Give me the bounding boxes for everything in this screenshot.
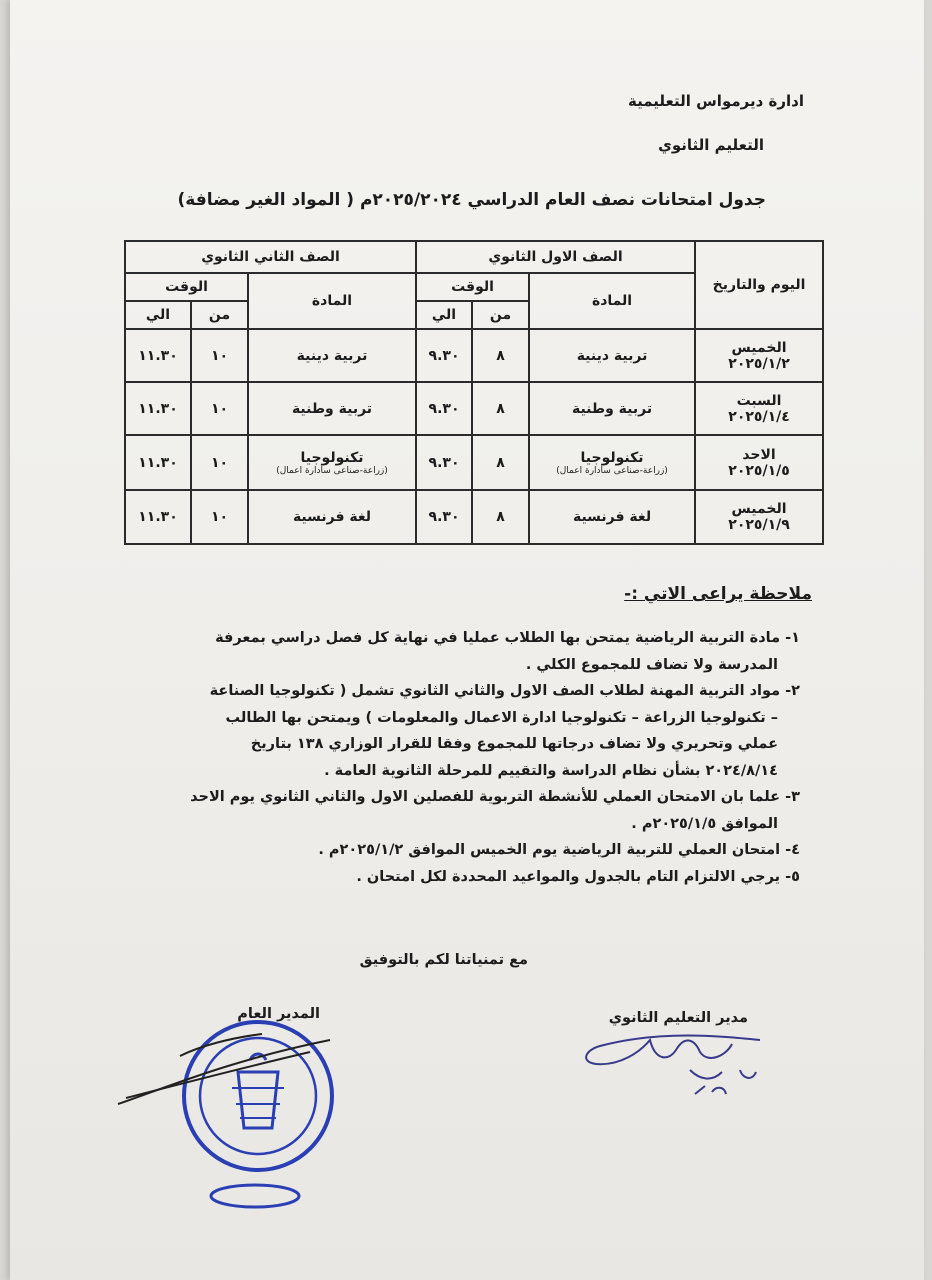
row-day: الخميس xyxy=(731,501,787,517)
header-day-date: اليوم والتاريخ xyxy=(695,241,823,329)
row-day: الخميس xyxy=(731,339,787,356)
row-subject-g1: تربية وطنية xyxy=(571,400,653,417)
header-time-g1: الوقت xyxy=(416,273,529,301)
row-subject-g2: لغة فرنسية xyxy=(292,509,372,525)
header-from-g1: من xyxy=(472,301,529,329)
row-g1-to: ٩.٣٠ xyxy=(416,490,472,544)
row-subject-note-g2: (زراعة-صناعى سادارة اعمال) xyxy=(276,465,388,476)
row-date: ٢٠٢٥/١/٩ xyxy=(728,517,790,533)
row-subject-g1: تكنولوجيا xyxy=(580,449,644,466)
header-from-g2: من xyxy=(191,301,248,329)
handwritten-signature-left xyxy=(118,1034,330,1104)
row-g2-to: ١١.٣٠ xyxy=(125,490,191,544)
note-line: ٢٠٢٤/٨/١٤ بشأن نظام الدراسة والتقييم للمرحلة الثانوية العامة . xyxy=(324,762,778,779)
notes-title: ملاحظة يراعى الاتي :- xyxy=(624,584,812,604)
row-g1-from: ٨ xyxy=(472,382,529,435)
note-line: – تكنولوجيا الزراعة – تكنولوجيا ادارة الاعمال والمعلومات ) ويمتحن بها الطالب xyxy=(225,709,778,726)
signature-title-right: مدير التعليم الثانوي xyxy=(608,1010,748,1026)
row-subject-g2: تربية وطنية xyxy=(291,400,373,417)
row-date: ٢٠٢٥/١/٤ xyxy=(728,408,790,425)
note-line: الموافق ٢٠٢٥/١/٥م . xyxy=(631,815,778,832)
row-g2-from: ١٠ xyxy=(191,382,248,435)
row-g1-to: ٩.٣٠ xyxy=(416,329,472,382)
row-g1-from: ٨ xyxy=(472,435,529,490)
signature-title-left: المدير العام xyxy=(237,1006,320,1022)
closing-text: مع تمنياتنا لكم بالتوفيق xyxy=(359,952,528,968)
row-date: ٢٠٢٥/١/٢ xyxy=(728,355,790,372)
row-g1-to: ٩.٣٠ xyxy=(416,382,472,435)
header-subject-g1: المادة xyxy=(529,273,695,329)
row-subject-g2: تربية دينية xyxy=(296,347,368,364)
row-g2-from: ١٠ xyxy=(191,490,248,544)
row-subject-note-g1: (زراعة-صناعى سادارة اعمال) xyxy=(556,465,668,476)
header-time-g2: الوقت xyxy=(125,273,248,301)
header-grade2: الصف الثاني الثانوي xyxy=(125,241,416,273)
header-to-g2: الي xyxy=(125,301,191,329)
date-stamp xyxy=(211,1185,299,1207)
row-g1-from: ٨ xyxy=(472,490,529,544)
row-g2-from: ١٠ xyxy=(191,435,248,490)
dept-header: التعليم الثانوي xyxy=(658,136,764,154)
row-subject-g2: تكنولوجيا xyxy=(300,449,364,466)
admin-header: ادارة ديرمواس التعليمية xyxy=(628,92,804,110)
row-g2-to: ١١.٣٠ xyxy=(125,382,191,435)
row-g2-to: ١١.٣٠ xyxy=(125,435,191,490)
note-line: ٣- علما بان الامتحان العملي للأنشطة التربوية للفصلين الاول والثاني الثانوي يوم الاحد xyxy=(190,789,800,805)
note-line: ٢- مواد التربية المهنة لطلاب الصف الاول والثاني الثانوي تشمل ( تكنولوجيا الصناعة xyxy=(209,683,800,699)
row-day: السبت xyxy=(736,392,782,409)
row-subject-g1: تربية دينية xyxy=(576,347,648,364)
note-line: ٥- يرجي الالتزام التام بالجدول والمواعيد المحددة لكل امتحان . xyxy=(356,868,800,885)
page-title: جدول امتحانات نصف العام الدراسي ٢٠٢٥/٢٠٢٤م ( المواد الغير مضافة) xyxy=(177,190,766,210)
row-g2-to: ١١.٣٠ xyxy=(125,329,191,382)
header-subject-g2: المادة xyxy=(248,273,416,329)
row-subject-g1: لغة فرنسية xyxy=(572,509,652,525)
header-to-g1: الي xyxy=(416,301,472,329)
row-g2-from: ١٠ xyxy=(191,329,248,382)
row-g1-from: ٨ xyxy=(472,329,529,382)
row-g1-to: ٩.٣٠ xyxy=(416,435,472,490)
note-line: ١- مادة التربية الرياضية يمتحن بها الطلاب عمليا في نهاية كل فصل دراسي بمعرفة xyxy=(215,630,800,646)
note-line: ٤- امتحان العملي للتربية الرياضية يوم الخميس الموافق ٢٠٢٥/١/٢م . xyxy=(318,842,800,858)
note-line: عملي وتحريري ولا تضاف درجاتها للمجموع وفقا للقرار الوزاري ١٣٨ بتاريخ xyxy=(250,736,778,752)
row-date: ٢٠٢٥/١/٥ xyxy=(728,462,790,479)
note-line: المدرسة ولا تضاف للمجموع الكلي . xyxy=(525,656,778,673)
handwritten-signature-right xyxy=(586,1036,760,1095)
header-grade1: الصف الاول الثانوي xyxy=(416,241,695,273)
row-day: الاحد xyxy=(742,446,776,463)
